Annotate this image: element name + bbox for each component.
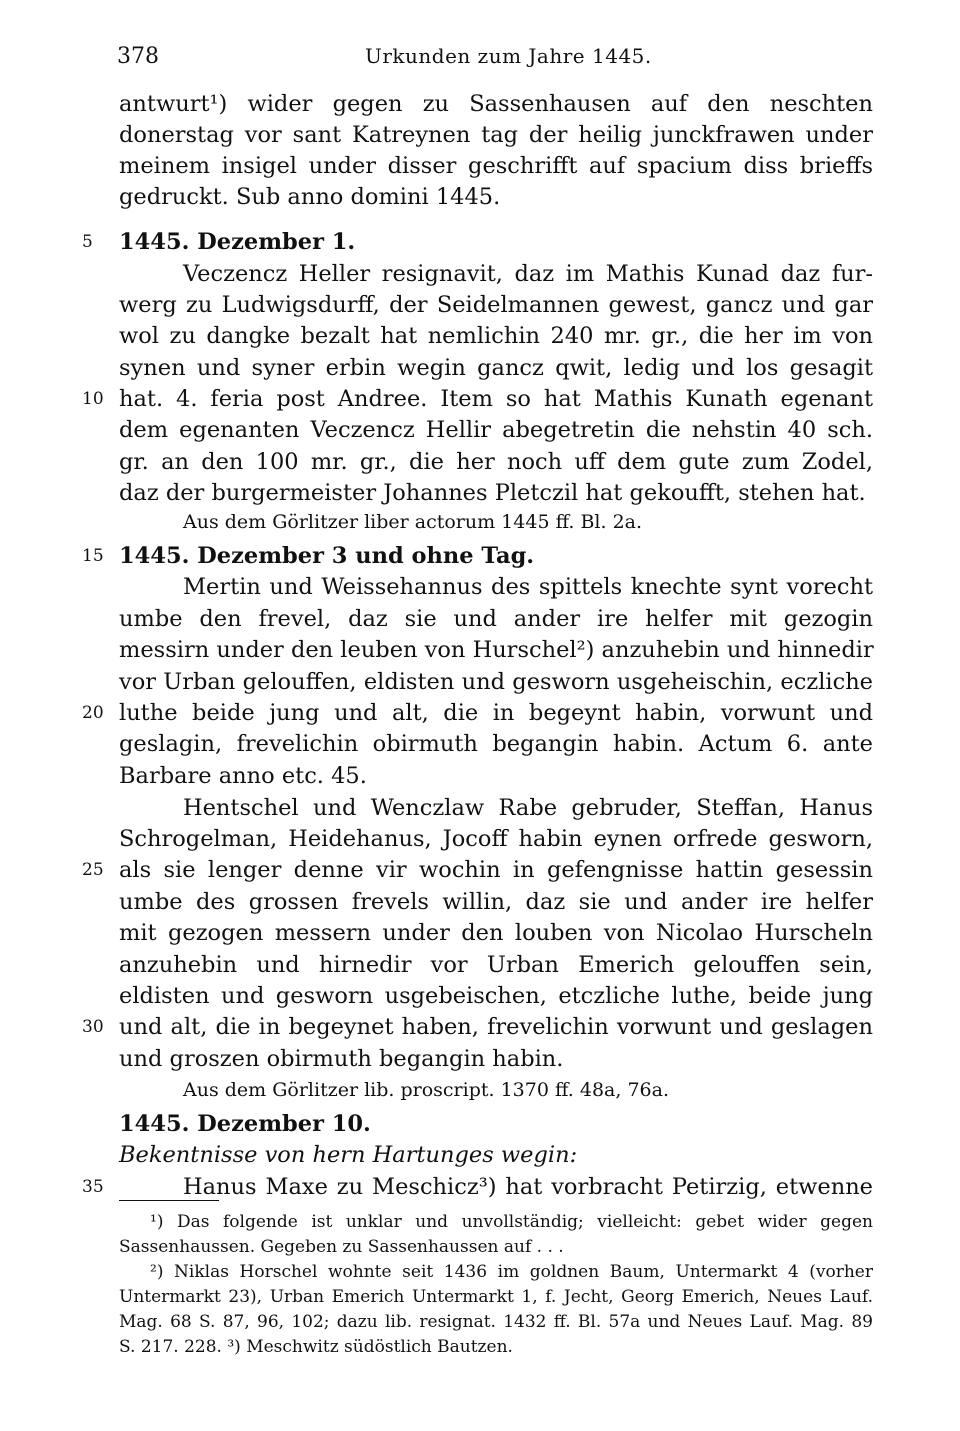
text-line: wol zu dangke bezalt hat nemlichin 240 mr. gr., die her im von — [119, 323, 873, 349]
line-number: 10 — [82, 389, 104, 409]
text-line: Veczencz Heller resignavit, daz im Mathis Kunad daz fur- — [183, 261, 873, 287]
text-line: mit gezogen messern under den louben von Nicolao Hurscheln — [119, 920, 873, 946]
text-line: donerstag vor sant Katreynen tag der heilig junckfrawen under — [119, 122, 873, 148]
footnote-line: Sassenhaussen. Gegeben zu Sassenhaussen auf . . . — [119, 1237, 564, 1257]
text-line: antwurt¹) wider gegen zu Sassenhausen auf den neschten — [119, 91, 873, 117]
footnote-line: Untermarkt 23), Urban Emerich Untermarkt 1, f. Jecht, Georg Emerich, Neues Lauf. — [119, 1287, 873, 1307]
footnote-rule — [119, 1200, 219, 1201]
text-line: gr. an den 100 mr. gr., die her noch uff dem gute zum Zodel, — [119, 449, 873, 475]
footnote-line: ¹) Das folgende ist unklar und unvollständig; vielleicht: gebet wider gegen — [150, 1212, 873, 1232]
line-number: 5 — [82, 232, 93, 252]
line-number: 30 — [82, 1017, 104, 1037]
entry-date-heading: 1445. Dezember 3 und ohne Tag. — [119, 543, 535, 569]
text-line: synen und syner erbin wegin gancz qwit, ledig und los gesagit — [119, 355, 873, 381]
entry-date-heading: 1445. Dezember 10. — [119, 1111, 371, 1137]
text-line: Mertin und Weissehannus des spittels knechte synt vorecht — [183, 574, 873, 600]
line-number: 20 — [82, 703, 104, 723]
page-number: 378 — [117, 44, 159, 69]
text-line: Schrogelman, Heidehanus, Jocoff habin eynen orfrede gesworn, — [119, 826, 873, 852]
text-line: umbe den frevel, daz sie und ander ire helfer mit gezogin — [119, 606, 873, 632]
source-citation: Aus dem Görlitzer lib. proscript. 1370 ff. 48a, 76a. — [183, 1079, 670, 1101]
text-line: und alt, die in begeynet haben, frevelichin vorwunt und geslagen — [119, 1014, 873, 1040]
running-head: Urkunden zum Jahre 1445. — [365, 44, 652, 68]
entry-date-heading: 1445. Dezember 1. — [119, 229, 356, 255]
text-line: als sie lenger denne vir wochin in gefengnisse hattin gesessin — [119, 857, 873, 883]
text-line: vor Urban gelouffen, eldisten und gesworn usgeheischin, eczliche — [119, 669, 873, 695]
text-line: umbe des grossen frevels willin, daz sie und ander ire helfer — [119, 889, 873, 915]
text-line: werg zu Ludwigsdurff, der Seidelmannen gewest, gancz und gar — [119, 292, 873, 318]
text-line: Barbare anno etc. 45. — [119, 763, 367, 789]
line-number: 25 — [82, 860, 104, 880]
text-line: anzuhebin und hirnedir vor Urban Emerich gelouffen sein, — [119, 952, 873, 978]
text-line: messirn under den leuben von Hurschel²) anzuhebin und hinnedir — [119, 637, 874, 663]
text-line: eldisten und gesworn usgebeischen, etczliche luthe, beide jung — [119, 983, 873, 1009]
line-number: 35 — [82, 1177, 104, 1197]
footnote-line: ²) Niklas Horschel wohnte seit 1436 im goldnen Baum, Untermarkt 4 (vorher — [150, 1262, 873, 1282]
text-line: daz der burgermeister Johannes Pletczil hat gekoufft, stehen hat. — [119, 480, 866, 506]
text-line: Bekentnisse von hern Hartunges wegin: — [119, 1142, 578, 1168]
text-line: dem egenanten Veczencz Hellir abegetretin die nehstin 40 sch. — [119, 417, 873, 443]
text-line: luthe beide jung und alt, die in begeynt habin, vorwunt und — [119, 700, 873, 726]
text-line: gedruckt. Sub anno domini 1445. — [119, 184, 501, 210]
text-line: Hanus Maxe zu Meschicz³) hat vorbracht Petirzig, etwenne — [183, 1174, 873, 1200]
footnote-line: S. 217. 228. ³) Meschwitz südöstlich Bautzen. — [119, 1337, 513, 1357]
text-line: und groszen obirmuth begangin habin. — [119, 1046, 564, 1072]
footnote-line: Mag. 68 S. 87, 96, 102; dazu lib. resignat. 1432 ff. Bl. 57a und Neues Lauf. Mag. 89 — [119, 1312, 873, 1332]
text-line: meinem insigel under disser geschrifft auf spacium diss brieffs — [119, 153, 873, 179]
text-line: Hentschel und Wenczlaw Rabe gebruder, Steffan, Hanus — [183, 795, 873, 821]
line-number: 15 — [82, 546, 104, 566]
text-line: geslagin, frevelichin obirmuth begangin habin. Actum 6. ante — [119, 731, 873, 757]
source-citation: Aus dem Görlitzer liber actorum 1445 ff. Bl. 2a. — [183, 511, 643, 533]
text-line: hat. 4. feria post Andree. Item so hat Mathis Kunath egenant — [119, 386, 873, 412]
